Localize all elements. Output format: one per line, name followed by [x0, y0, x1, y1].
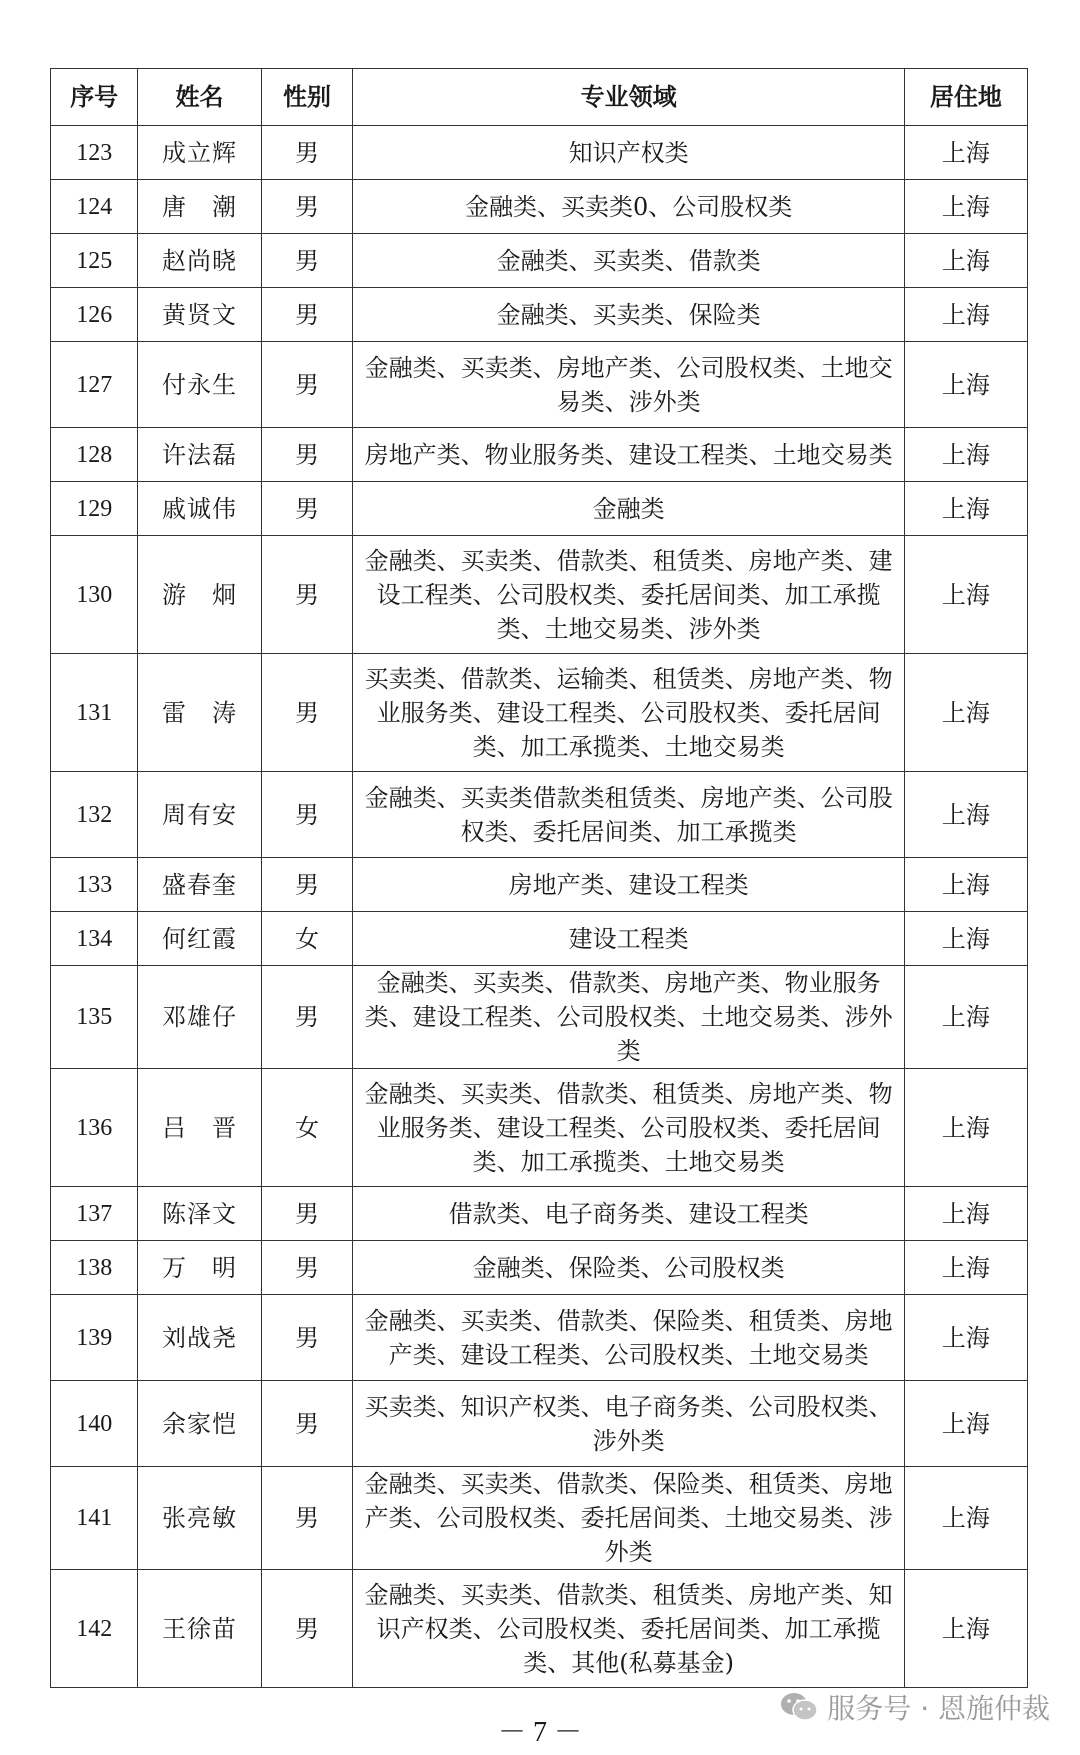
cell-name: 邓雄仔 [138, 966, 261, 1069]
cell-no: 136 [51, 1069, 138, 1187]
cell-no: 129 [51, 482, 138, 536]
cell-residence: 上海 [904, 180, 1027, 234]
cell-no: 140 [51, 1381, 138, 1467]
cell-field: 买卖类、借款类、运输类、租赁类、房地产类、物业服务类、建设工程类、公司股权类、委托居间类、加工承揽类、土地交易类 [353, 654, 904, 772]
cell-no: 132 [51, 772, 138, 858]
cell-gender: 男 [261, 772, 353, 858]
cell-gender: 男 [261, 126, 353, 180]
header-residence: 居住地 [904, 69, 1027, 126]
cell-no: 127 [51, 342, 138, 428]
watermark-text: 服务号 · 恩施仲裁 [827, 1692, 1050, 1725]
cell-field: 金融类 [353, 482, 904, 536]
cell-field: 金融类、买卖类0、公司股权类 [353, 180, 904, 234]
cell-residence: 上海 [904, 482, 1027, 536]
header-field: 专业领域 [353, 69, 904, 126]
table-row [51, 912, 1028, 966]
cell-field: 金融类、买卖类、借款类、租赁类、房地产类、物业服务类、建设工程类、公司股权类、委托居间类、加工承揽类、土地交易类 [353, 1069, 904, 1187]
cell-no: 135 [51, 966, 138, 1069]
watermark [779, 1687, 1050, 1727]
wechat-icon [779, 1690, 819, 1724]
cell-field: 金融类、买卖类、保险类 [353, 288, 904, 342]
cell-residence: 上海 [904, 234, 1027, 288]
cell-field: 金融类、买卖类借款类租赁类、房地产类、公司股权类、委托居间类、加工承揽类 [353, 772, 904, 858]
cell-no: 131 [51, 654, 138, 772]
cell-field: 金融类、保险类、公司股权类 [353, 1241, 904, 1295]
table-row [51, 1570, 1028, 1688]
cell-no: 137 [51, 1187, 138, 1241]
cell-residence: 上海 [904, 1241, 1027, 1295]
cell-residence: 上海 [904, 1381, 1027, 1467]
cell-field: 房地产类、物业服务类、建设工程类、土地交易类 [353, 428, 904, 482]
table-row [51, 536, 1028, 654]
cell-name: 游 炯 [138, 536, 261, 654]
cell-field: 金融类、买卖类、借款类 [353, 234, 904, 288]
table-row [51, 1241, 1028, 1295]
cell-name: 张亮敏 [138, 1467, 261, 1570]
cell-residence: 上海 [904, 966, 1027, 1069]
cell-no: 134 [51, 912, 138, 966]
cell-no: 133 [51, 858, 138, 912]
cell-field: 金融类、买卖类、借款类、租赁类、房地产类、建设工程类、公司股权类、委托居间类、加工承揽类、土地交易类、涉外类 [353, 536, 904, 654]
table-row [51, 966, 1028, 1069]
cell-field: 金融类、买卖类、借款类、租赁类、房地产类、知识产权类、公司股权类、委托居间类、加工承揽类、其他(私募基金) [353, 1570, 904, 1688]
cell-field: 金融类、买卖类、借款类、房地产类、物业服务类、建设工程类、公司股权类、土地交易类、涉外类 [353, 966, 904, 1069]
cell-gender: 男 [261, 966, 353, 1069]
cell-name: 王徐苗 [138, 1570, 261, 1688]
table-row [51, 234, 1028, 288]
cell-name: 陈泽文 [138, 1187, 261, 1241]
cell-name: 许法磊 [138, 428, 261, 482]
cell-no: 138 [51, 1241, 138, 1295]
cell-residence: 上海 [904, 1570, 1027, 1688]
cell-gender: 男 [261, 180, 353, 234]
table-row [51, 1467, 1028, 1570]
table-row [51, 1187, 1028, 1241]
cell-gender: 男 [261, 1187, 353, 1241]
cell-residence: 上海 [904, 1069, 1027, 1187]
cell-gender: 男 [261, 428, 353, 482]
cell-residence: 上海 [904, 1187, 1027, 1241]
table-row [51, 772, 1028, 858]
table-row [51, 126, 1028, 180]
page-number: － 7 － [497, 1717, 582, 1748]
cell-gender: 男 [261, 1295, 353, 1381]
cell-residence: 上海 [904, 1467, 1027, 1570]
cell-residence: 上海 [904, 342, 1027, 428]
cell-field: 金融类、买卖类、房地产类、公司股权类、土地交易类、涉外类 [353, 342, 904, 428]
arbitrator-table [50, 68, 1028, 1688]
cell-residence: 上海 [904, 912, 1027, 966]
table-row [51, 342, 1028, 428]
cell-gender: 男 [261, 1241, 353, 1295]
cell-residence: 上海 [904, 288, 1027, 342]
cell-gender: 男 [261, 1381, 353, 1467]
cell-no: 123 [51, 126, 138, 180]
cell-gender: 男 [261, 482, 353, 536]
header-gender: 性别 [261, 69, 353, 126]
cell-field: 知识产权类 [353, 126, 904, 180]
cell-name: 唐 潮 [138, 180, 261, 234]
cell-no: 128 [51, 428, 138, 482]
table-row [51, 1069, 1028, 1187]
table-row [51, 482, 1028, 536]
cell-residence: 上海 [904, 1295, 1027, 1381]
cell-gender: 男 [261, 234, 353, 288]
cell-gender: 男 [261, 1570, 353, 1688]
cell-field: 建设工程类 [353, 912, 904, 966]
cell-field: 金融类、买卖类、借款类、保险类、租赁类、房地产类、公司股权类、委托居间类、土地交易类、涉外类 [353, 1467, 904, 1570]
cell-no: 139 [51, 1295, 138, 1381]
cell-residence: 上海 [904, 654, 1027, 772]
cell-name: 周有安 [138, 772, 261, 858]
cell-name: 付永生 [138, 342, 261, 428]
cell-name: 黄贤文 [138, 288, 261, 342]
cell-no: 124 [51, 180, 138, 234]
cell-residence: 上海 [904, 772, 1027, 858]
cell-field: 买卖类、知识产权类、电子商务类、公司股权类、涉外类 [353, 1381, 904, 1467]
cell-gender: 男 [261, 288, 353, 342]
cell-residence: 上海 [904, 428, 1027, 482]
cell-name: 赵尚晓 [138, 234, 261, 288]
header-name: 姓名 [138, 69, 261, 126]
header-no: 序号 [51, 69, 138, 126]
cell-no: 126 [51, 288, 138, 342]
cell-no: 130 [51, 536, 138, 654]
table-row [51, 1381, 1028, 1467]
table-header-row [51, 69, 1028, 126]
cell-no: 141 [51, 1467, 138, 1570]
cell-name: 成立辉 [138, 126, 261, 180]
table-row [51, 288, 1028, 342]
table-row [51, 858, 1028, 912]
cell-gender: 男 [261, 536, 353, 654]
cell-gender: 男 [261, 858, 353, 912]
cell-field: 金融类、买卖类、借款类、保险类、租赁类、房地产类、建设工程类、公司股权类、土地交易类 [353, 1295, 904, 1381]
table-row [51, 1295, 1028, 1381]
cell-gender: 女 [261, 1069, 353, 1187]
cell-name: 吕 晋 [138, 1069, 261, 1187]
cell-field: 借款类、电子商务类、建设工程类 [353, 1187, 904, 1241]
cell-field: 房地产类、建设工程类 [353, 858, 904, 912]
cell-name: 雷 涛 [138, 654, 261, 772]
table-row [51, 180, 1028, 234]
cell-residence: 上海 [904, 536, 1027, 654]
cell-residence: 上海 [904, 858, 1027, 912]
table-body [51, 126, 1028, 1688]
cell-gender: 女 [261, 912, 353, 966]
cell-name: 戚诚伟 [138, 482, 261, 536]
cell-no: 125 [51, 234, 138, 288]
cell-name: 万 明 [138, 1241, 261, 1295]
cell-name: 盛春奎 [138, 858, 261, 912]
table-row [51, 428, 1028, 482]
table-row [51, 654, 1028, 772]
cell-residence: 上海 [904, 126, 1027, 180]
cell-gender: 男 [261, 342, 353, 428]
cell-name: 余家恺 [138, 1381, 261, 1467]
cell-name: 何红霞 [138, 912, 261, 966]
cell-no: 142 [51, 1570, 138, 1688]
cell-gender: 男 [261, 1467, 353, 1570]
cell-gender: 男 [261, 654, 353, 772]
cell-name: 刘战尧 [138, 1295, 261, 1381]
